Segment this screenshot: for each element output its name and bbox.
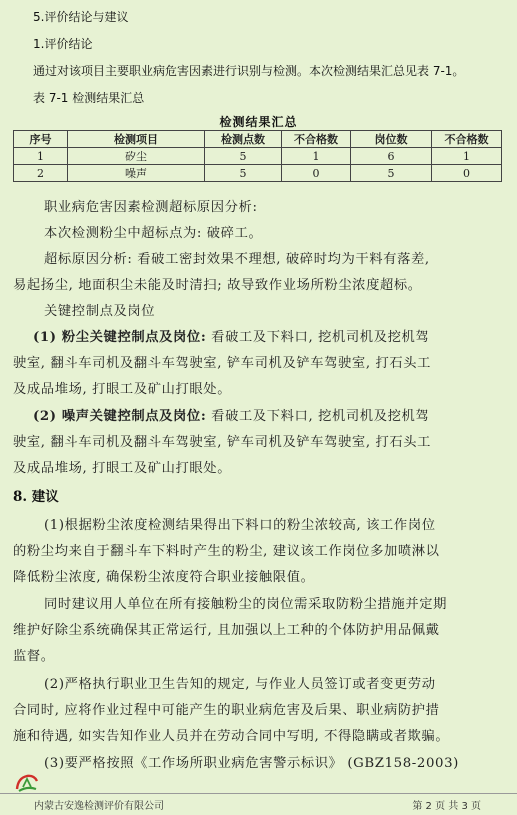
suggestion-1b-line-3: 监督。	[13, 649, 55, 664]
key-control-heading: 关键控制点及岗位	[44, 304, 156, 319]
exceed-point-text: 本次检测粉尘中超标点为: 破碎工。	[44, 226, 263, 241]
cause-line-1: 超标原因分析: 看破工密封效果不理想, 破碎时均为干料有落差,	[44, 252, 430, 267]
col-header: 序号	[14, 131, 68, 148]
suggestion-1-line-2: 的粉尘均来自于翻斗车下料时产生的粉尘, 建议该工作岗位多加喷淋以	[13, 544, 440, 559]
table-cell: 1	[282, 148, 351, 165]
suggestion-3-line-1: (3)要严格按照《工作场所职业病危害警示标识》 (GBZ158-2003)	[44, 756, 459, 771]
footer-page-number: 第 2 页 共 3 页	[412, 801, 481, 812]
footer-company: 内蒙古安逸检测评价有限公司	[34, 801, 164, 812]
suggestion-1b-line-1: 同时建议用人单位在所有接触粉尘的岗位需采取防粉尘措施并定期	[44, 597, 448, 612]
intro-text: 通过对该项目主要职业病危害因素进行识别与检测。本次检测结果汇总见表 7-1。	[33, 64, 465, 78]
dust-control-label: (1) 粉尘关键控制点及岗位:	[33, 330, 207, 345]
suggestion-2-line-1: (2)严格执行职业卫生告知的规定, 与作业人员签订或者变更劳动	[44, 677, 436, 692]
noise-control-line-1: 看破工及下料口, 挖机司机及挖机驾	[211, 409, 430, 424]
table-cell: 0	[282, 165, 351, 182]
company-logo-icon	[14, 772, 40, 794]
col-header: 不合格数	[432, 131, 502, 148]
table-header-row	[14, 131, 502, 148]
table-cell: 5	[351, 165, 432, 182]
section-5-title: 5.评价结论与建议	[33, 10, 129, 24]
noise-control-line-3: 及成品堆场, 打眼工及矿山打眼处。	[13, 461, 232, 476]
dust-control-line-3: 及成品堆场, 打眼工及矿山打眼处。	[13, 382, 232, 397]
table-cell: 1	[432, 148, 502, 165]
suggestion-1b-line-2: 维护好除尘系统确保其正常运行, 且加强以上工种的个体防护用品佩戴	[13, 623, 440, 638]
table-cell: 5	[205, 148, 282, 165]
table-cell: 1	[14, 148, 68, 165]
suggestion-2-line-3: 施和待遇, 如实告知作业人员并在劳动合同中写明, 不得隐瞒或者欺骗。	[13, 729, 450, 744]
suggestion-1-line-3: 降低粉尘浓度, 确保粉尘浓度符合职业接触限值。	[13, 570, 315, 585]
table-row	[14, 165, 502, 182]
suggestion-1-line-1: (1)根据粉尘浓度检测结果得出下料口的粉尘浓较高, 该工作岗位	[44, 518, 436, 533]
table-row	[14, 148, 502, 165]
dust-control-line-1: 看破工及下料口, 挖机司机及挖机驾	[211, 330, 430, 345]
dust-control-line-2: 驶室, 翻斗车司机及翻斗车驾驶室, 铲车司机及铲车驾驶室, 打石头工	[13, 356, 432, 371]
table-cell: 矽尘	[68, 148, 205, 165]
results-table	[13, 130, 502, 182]
col-header: 不合格数	[282, 131, 351, 148]
col-header: 岗位数	[351, 131, 432, 148]
col-header: 检测项目	[68, 131, 205, 148]
table-cell: 噪声	[68, 165, 205, 182]
col-header: 检测点数	[205, 131, 282, 148]
noise-control-label: (2) 噪声关键控制点及岗位:	[33, 409, 207, 424]
table-cell: 2	[14, 165, 68, 182]
suggestion-heading: 8. 建议	[13, 489, 59, 505]
cause-line-2: 易起扬尘, 地面积尘未能及时清扫; 故导致作业场所粉尘浓度超标。	[13, 278, 422, 293]
suggestion-2-line-2: 合同时, 应将作业过程中可能产生的职业病危害及后果、职业病防护措	[13, 703, 440, 718]
section-1-title: 1.评价结论	[33, 37, 93, 51]
table-title: 检测结果汇总	[219, 115, 298, 129]
analysis-heading: 职业病危害因素检测超标原因分析:	[44, 200, 258, 215]
table-cell: 5	[205, 165, 282, 182]
footer-divider	[0, 793, 517, 794]
table-cell: 0	[432, 165, 502, 182]
noise-control-line-2: 驶室, 翻斗车司机及翻斗车驾驶室, 铲车司机及铲车驾驶室, 打石头工	[13, 435, 432, 450]
table-cell: 6	[351, 148, 432, 165]
table-caption: 表 7-1 检测结果汇总	[33, 91, 145, 105]
